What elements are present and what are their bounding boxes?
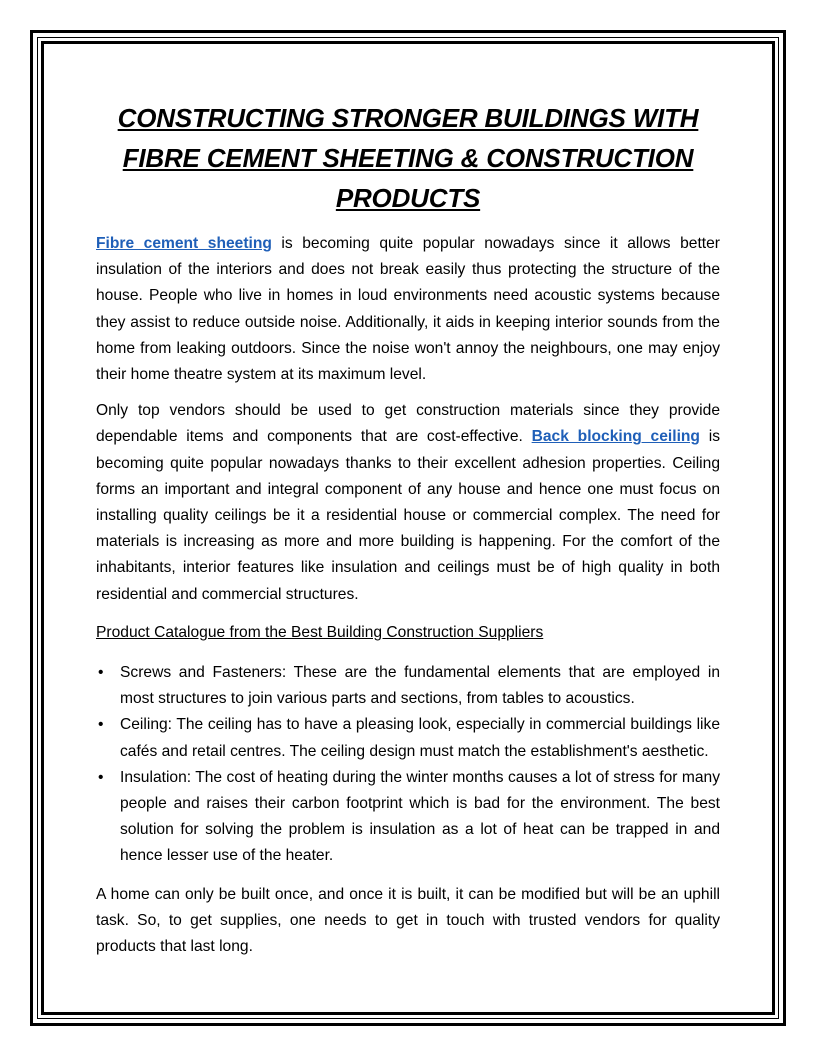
list-item <box>96 712 720 764</box>
paragraph-vendors-text-before: Only top vendors should be used to get construction materials since they provide dependable items and components that are cost-effective. <box>96 402 720 446</box>
paragraph-vendors-text-after: is becoming quite popular nowadays thanks to their excellent adhesion properties. Ceiling forms an important and integral component of any house and hence one must focus on installing quality ceilings be it a residential house or commercial complex. The need for materials is increasing as more and more building is happening. For the comfort of the inhabitants, interior features like insulation and ceilings must be of high quality in both residential and commercial structures. <box>96 428 721 603</box>
list-item <box>96 765 720 870</box>
bullet-icon: • <box>98 716 104 734</box>
product-catalogue-heading: Product Catalogue from the Best Building Construction Suppliers <box>96 623 544 641</box>
document-title: CONSTRUCTING STRONGER BUILDINGS WITH FIBRE CEMENT SHEETING & CONSTRUCTION PRODUCTS <box>117 103 699 213</box>
bullet-icon: • <box>98 664 104 682</box>
product-list <box>96 660 720 870</box>
paragraph-fibre-cement <box>96 231 720 388</box>
list-item-text: Insulation: The cost of heating during the winter months causes a lot of stress for many people and raises their carbon footprint which is bad for the environment. The best solution for solving the problem is insulation as a lot of heat can be trapped in and hence lesser use of the heater. <box>120 768 720 865</box>
paragraph-fibre-cement-text: is becoming quite popular nowadays since it allows better insulation of the interiors and does not break easily thus protecting the structure of the house. People who live in homes in loud environments need acoustic systems because they assist to reduce outside noise. Additionally, it aids in keeping interior sounds from the home from leaking outdoors. Since the noise won't annoy the neighbours, one may enjoy their home theatre system at its maximum level. <box>96 235 720 384</box>
list-item <box>96 660 720 712</box>
bullet-icon: • <box>98 768 104 786</box>
document-body <box>96 98 720 960</box>
paragraph-conclusion: A home can only be built once, and once it is built, it can be modified but will be an uphill task. So, to get supplies, one needs to get in touch with trusted vendors for quality products that last long. <box>96 885 720 956</box>
back-blocking-ceiling-link[interactable]: Back blocking ceiling <box>531 428 700 446</box>
fibre-cement-sheeting-link[interactable]: Fibre cement sheeting <box>96 235 272 252</box>
paragraph-vendors <box>96 398 720 608</box>
list-item-text: Ceiling: The ceiling has to have a pleasing look, especially in commercial buildings like cafés and retail centres. The ceiling design must match the establishment's aesthetic. <box>120 716 720 760</box>
list-item-text: Screws and Fasteners: These are the fundamental elements that are employed in most structures to join various parts and sections, from tables to acoustics. <box>120 664 720 708</box>
